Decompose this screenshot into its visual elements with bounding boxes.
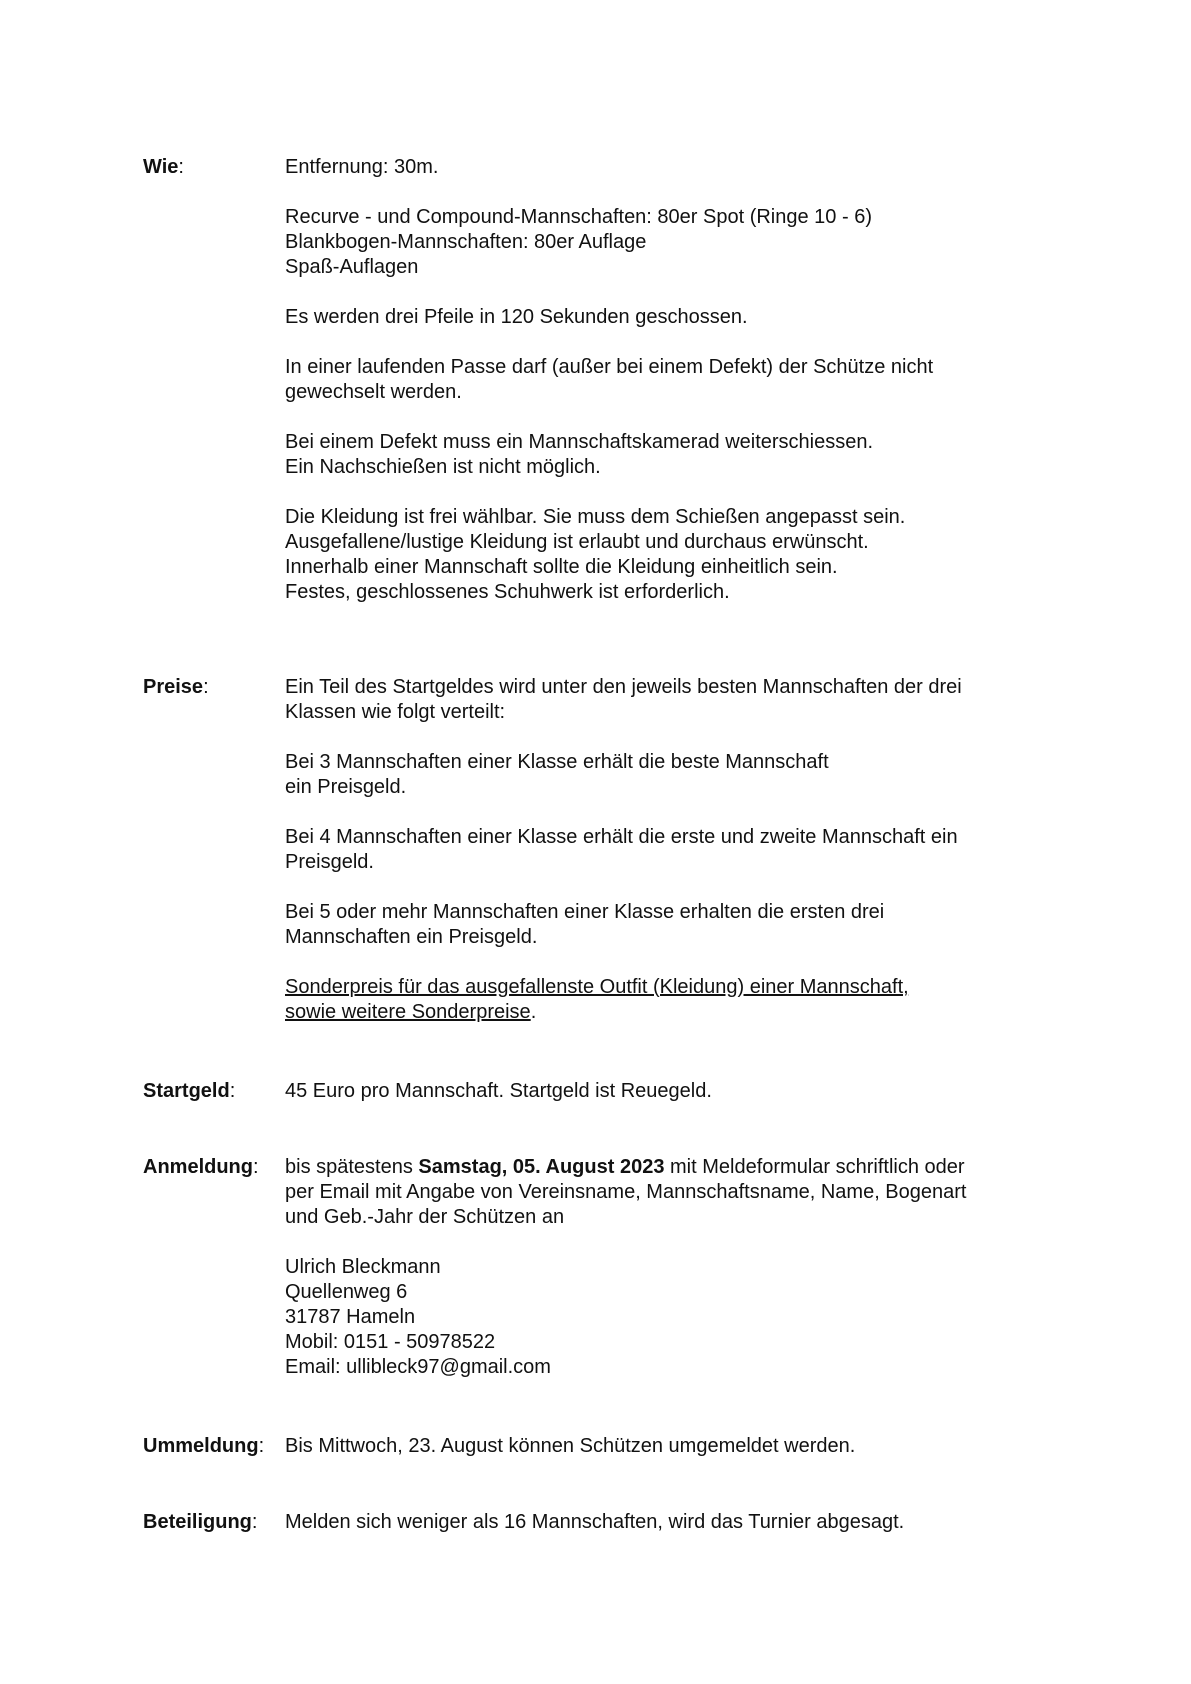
paragraph (285, 1155, 1065, 1230)
paragraph (285, 505, 1065, 605)
paragraph (285, 825, 1065, 875)
text-line: Innerhalb einer Mannschaft sollte die Kleidung einheitlich sein. (285, 556, 838, 578)
section-content-anmeldung (285, 1155, 1065, 1380)
text-line: Ein Nachschießen ist nicht möglich. (285, 456, 601, 478)
text-line: Es werden drei Pfeile in 120 Sekunden geschossen. (285, 306, 748, 328)
paragraph (285, 750, 1065, 800)
text-line: Bei einem Defekt muss ein Mannschaftskamerad weiterschiessen. (285, 431, 874, 453)
text-line: Mannschaften ein Preisgeld. (285, 926, 538, 948)
text-line: Melden sich weniger als 16 Mannschaften, wird das Turnier abgesagt. (285, 1511, 905, 1533)
text-line: Bei 5 oder mehr Mannschaften einer Klasse erhalten die ersten drei (285, 901, 885, 923)
text-line: Ein Teil des Startgeldes wird unter den jeweils besten Mannschaften der drei (285, 676, 962, 698)
text-line: und Geb.-Jahr der Schützen an (285, 1206, 565, 1228)
text-line: Bei 3 Mannschaften einer Klasse erhält die beste Mannschaft (285, 751, 829, 773)
paragraph (285, 1434, 1065, 1459)
underlined-text-line: sowie weitere Sonderpreise (285, 1001, 531, 1023)
text-line: Ausgefallene/lustige Kleidung ist erlaubt und durchaus erwünscht. (285, 531, 869, 553)
paragraph (285, 355, 1065, 405)
deadline-date: Samstag, 05. August 2023 (418, 1156, 665, 1178)
text-line: Bei 4 Mannschaften einer Klasse erhält die erste und zweite Mannschaft ein (285, 826, 958, 848)
text-line: Entfernung: 30m. (285, 156, 439, 178)
contact-street: Quellenweg 6 (285, 1281, 408, 1303)
text-line-end: . (530, 1001, 537, 1023)
section-content-startgeld (285, 1079, 1065, 1104)
paragraph (285, 305, 1065, 330)
section-content-beteiligung (285, 1510, 1065, 1535)
section-label-preise: Preise: (143, 676, 209, 698)
contact-address (285, 1255, 1065, 1380)
section-label-anmeldung: Anmeldung: (143, 1156, 259, 1178)
text-line: In einer laufenden Passe darf (außer bei einem Defekt) der Schütze nicht (285, 356, 934, 378)
text-line: bis spätestens Samstag, 05. August 2023 mit Meldeformular schriftlich oder (285, 1156, 965, 1178)
text-line: Klassen wie folgt verteilt: (285, 701, 506, 723)
section-label-beteiligung: Beteiligung: (143, 1511, 258, 1533)
paragraph (285, 900, 1065, 950)
paragraph (285, 155, 1065, 180)
paragraph (285, 205, 1065, 280)
text-line: Festes, geschlossenes Schuhwerk ist erforderlich. (285, 581, 730, 603)
text-line: ein Preisgeld. (285, 776, 407, 798)
text-line: 45 Euro pro Mannschaft. Startgeld ist Reuegeld. (285, 1080, 712, 1102)
section-content-preise (285, 675, 1065, 1025)
text-line: gewechselt werden. (285, 381, 462, 403)
sonderpreis-paragraph (285, 975, 1065, 1025)
paragraph (285, 430, 1065, 480)
text-line: Spaß-Auflagen (285, 256, 419, 278)
text-line: Preisgeld. (285, 851, 374, 873)
text-line: Blankbogen-Mannschaften: 80er Auflage (285, 231, 647, 253)
paragraph (285, 1079, 1065, 1104)
text-line: Die Kleidung ist frei wählbar. Sie muss dem Schießen angepasst sein. (285, 506, 906, 528)
contact-name: Ulrich Bleckmann (285, 1256, 441, 1278)
text-line: Recurve - und Compound-Mannschaften: 80er Spot (Ringe 10 - 6) (285, 206, 872, 228)
section-label-wie: Wie: (143, 156, 184, 178)
paragraph (285, 675, 1065, 725)
text-line: Bis Mittwoch, 23. August können Schützen umgemeldet werden. (285, 1435, 856, 1457)
text-line: per Email mit Angabe von Vereinsname, Mannschaftsname, Name, Bogenart (285, 1181, 967, 1203)
section-label-ummeldung: Ummeldung: (143, 1435, 265, 1457)
section-content-ummeldung (285, 1434, 1065, 1459)
section-label-startgeld: Startgeld: (143, 1080, 236, 1102)
contact-email: Email: ullibleck97@gmail.com (285, 1356, 551, 1378)
section-content-wie (285, 155, 1065, 605)
underlined-text-line: Sonderpreis für das ausgefallenste Outfit (Kleidung) einer Mannschaft, (285, 976, 909, 998)
paragraph (285, 1510, 1065, 1535)
contact-city: 31787 Hameln (285, 1306, 416, 1328)
contact-phone: Mobil: 0151 - 50978522 (285, 1331, 496, 1353)
